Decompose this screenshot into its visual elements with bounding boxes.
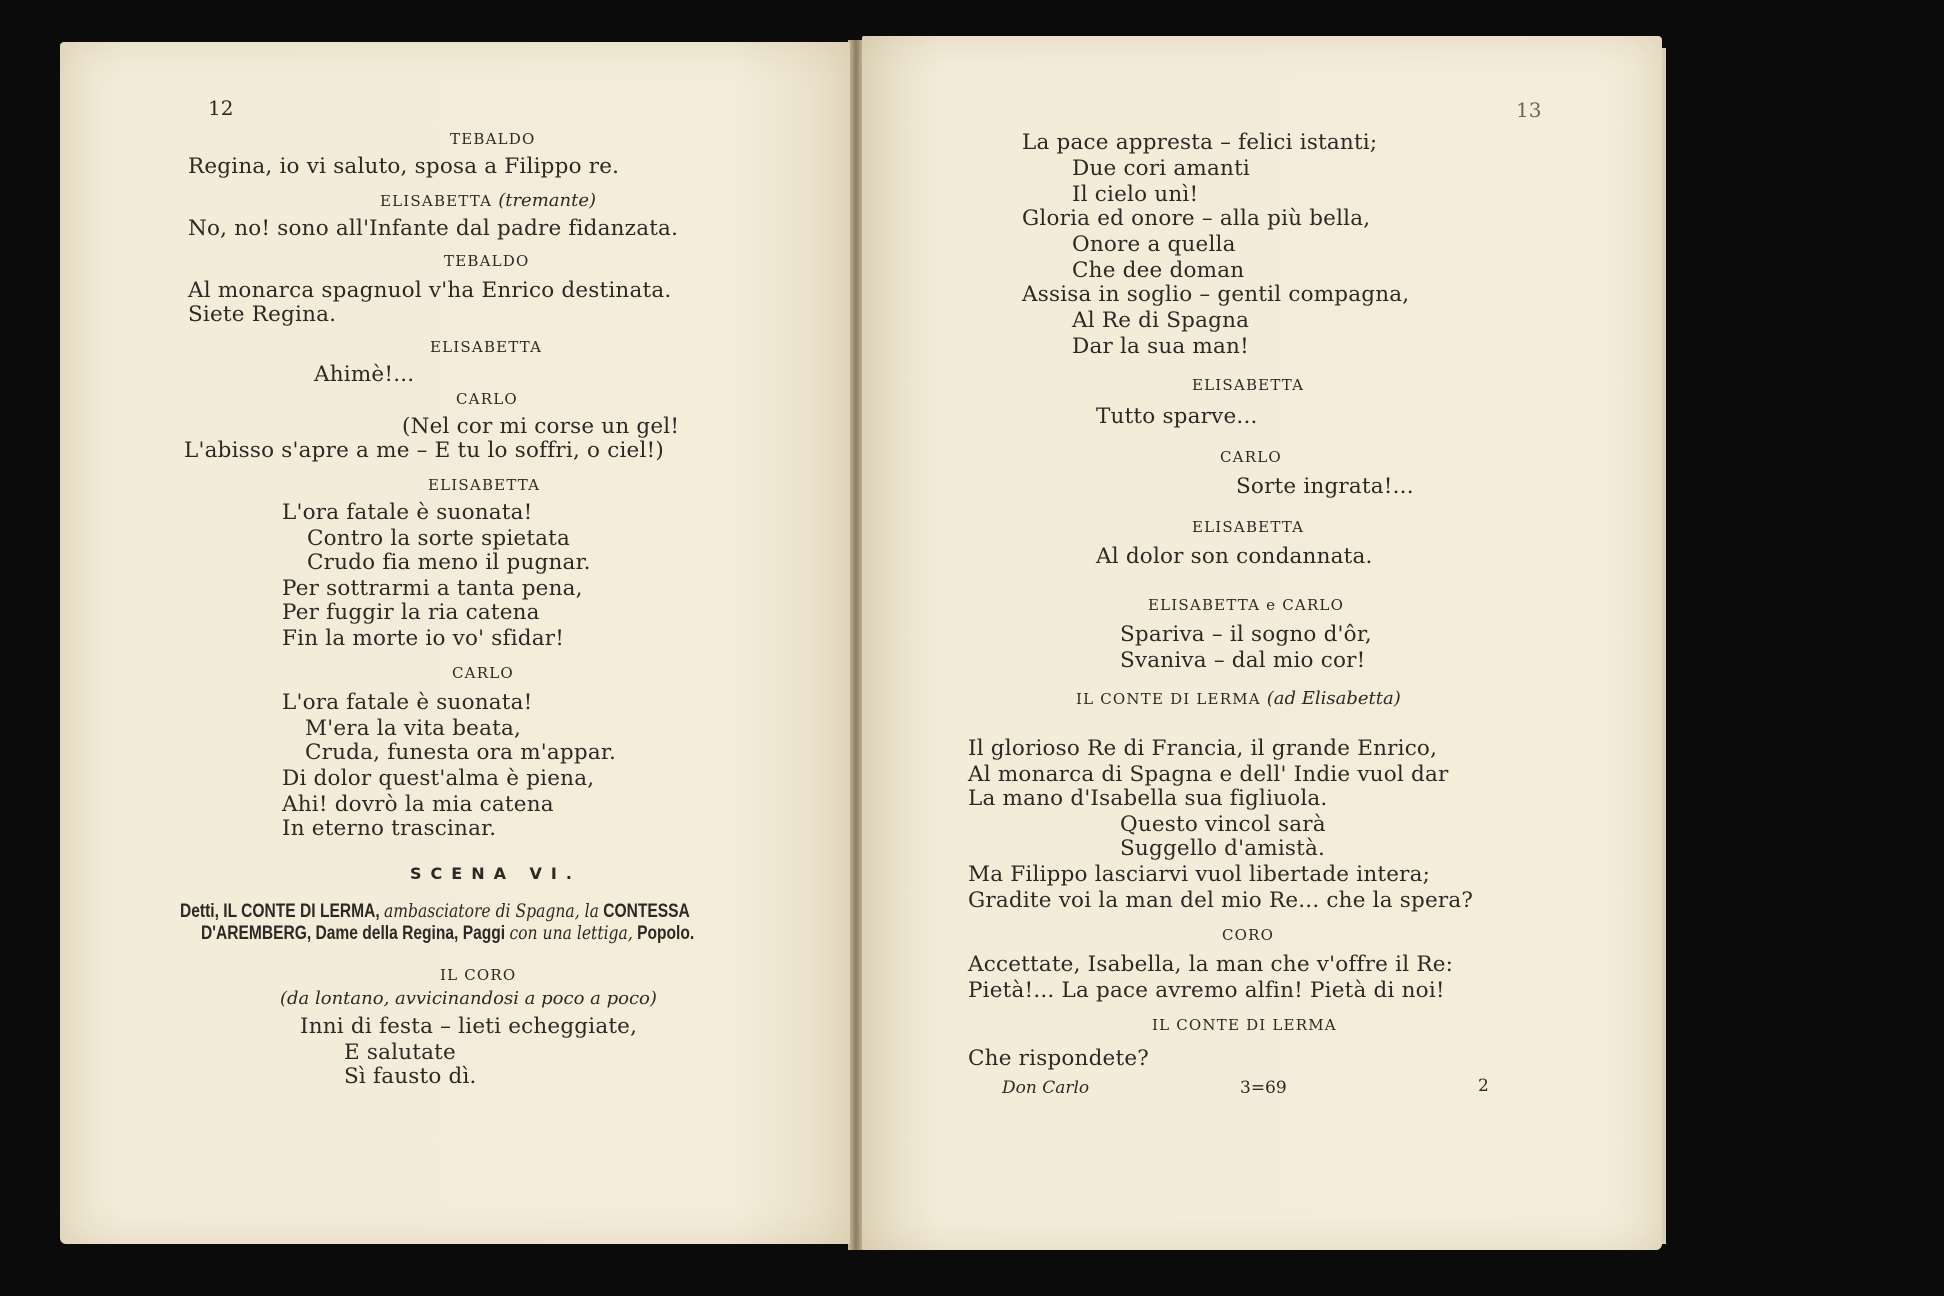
- verse-line: L'ora fatale è suonata!: [282, 500, 533, 525]
- verse-line: Siete Regina.: [188, 302, 337, 327]
- stage-direction: (tremante): [498, 190, 597, 211]
- footer-code: 3=69: [1240, 1078, 1287, 1098]
- speaker-elisabetta: ELISABETTA: [430, 338, 543, 356]
- stage-direction: (da lontano, avvicinandosi a poco a poco): [280, 988, 657, 1009]
- verse-line: Cruda, funesta ora m'appar.: [305, 740, 617, 765]
- verse-line: Accettate, Isabella, la man che v'offre il Re:: [968, 952, 1454, 977]
- speaker-carlo: CARLO: [452, 664, 514, 682]
- verse-line: Dar la sua man!: [1072, 334, 1249, 359]
- verse-line: Di dolor quest'alma è piena,: [282, 766, 595, 791]
- verse-line: Gradite voi la man del mio Re... che la spera?: [968, 888, 1474, 913]
- text-run: Detti, IL CONTE DI LERMA,: [180, 901, 384, 922]
- text-run: CONTESSA: [598, 901, 690, 922]
- verse-line: Per fuggir la ria catena: [282, 600, 540, 625]
- verse-line: Che dee doman: [1072, 258, 1245, 283]
- verse-line: Questo vincol sarà: [1120, 812, 1326, 837]
- verse-line: Due cori amanti: [1072, 156, 1251, 181]
- text-run-italic: ambasciatore di Spagna, la: [383, 900, 599, 922]
- verse-line: Sì fausto dì.: [344, 1064, 477, 1089]
- scene-heading: SCENA VI.: [410, 864, 581, 883]
- verse-line: Assisa in soglio – gentil compagna,: [1022, 282, 1410, 307]
- verse-line: Al dolor son condannata.: [1096, 544, 1373, 569]
- verse-line: Spariva – il sogno d'ôr,: [1120, 622, 1372, 647]
- speaker-elisabetta: ELISABETTA: [1192, 376, 1305, 394]
- verse-line: (Nel cor mi corse un gel!: [402, 414, 680, 439]
- stage-direction-line: [201, 922, 694, 945]
- speaker-conte-di-lerma: [1076, 688, 1401, 709]
- right-page: [862, 36, 1662, 1250]
- speaker-elisabetta: ELISABETTA: [428, 476, 541, 494]
- verse-line: Tutto sparve...: [1096, 404, 1258, 429]
- stage-direction: (ad Elisabetta): [1266, 688, 1401, 709]
- verse-line: Al Re di Spagna: [1072, 308, 1250, 333]
- verse-line: E salutate: [344, 1040, 456, 1065]
- verse-line: L'abisso s'apre a me – E tu lo soffri, o ciel!): [184, 438, 664, 463]
- verse-line: Regina, io vi saluto, sposa a Filippo re.: [188, 154, 620, 179]
- verse-line: Ahimè!...: [314, 362, 415, 387]
- speaker-name: IL CONTE DI LERMA: [1076, 690, 1261, 708]
- speaker-tebaldo: TEBALDO: [450, 130, 536, 148]
- speaker-carlo: CARLO: [456, 390, 518, 408]
- footer-title: Don Carlo: [1002, 1078, 1090, 1098]
- verse-line: Ma Filippo lasciarvi vuol libertade intera;: [968, 862, 1431, 887]
- verse-line: Che rispondete?: [968, 1046, 1149, 1071]
- verse-line: Crudo fia meno il pugnar.: [307, 550, 591, 575]
- speaker-conte-di-lerma: IL CONTE DI LERMA: [1152, 1016, 1337, 1034]
- text-run-italic: con una lettiga,: [509, 922, 633, 944]
- speaker-coro: CORO: [1222, 926, 1275, 944]
- speaker-tebaldo: TEBALDO: [444, 252, 530, 270]
- verse-line: No, no! sono all'Infante dal padre fidanzata.: [188, 216, 679, 241]
- page-number: 12: [208, 96, 234, 120]
- verse-line: In eterno trascinar.: [282, 816, 497, 841]
- verse-line: Suggello d'amistà.: [1120, 836, 1326, 861]
- text-run: D'AREMBERG, Dame della Regina, Paggi: [201, 923, 510, 944]
- verse-line: Pietà!... La pace avremo alfin! Pietà di noi!: [968, 978, 1445, 1003]
- verse-line: Al monarca spagnuol v'ha Enrico destinata.: [188, 278, 672, 303]
- page-number: 13: [1516, 98, 1542, 122]
- verse-line: Onore a quella: [1072, 232, 1236, 257]
- verse-line: Fin la morte io vo' sfidar!: [282, 626, 565, 651]
- verse-line: Al monarca di Spagna e dell' Indie vuol dar: [968, 762, 1449, 787]
- verse-line: L'ora fatale è suonata!: [282, 690, 533, 715]
- verse-line: Il cielo unì!: [1072, 182, 1199, 207]
- speaker-name: ELISABETTA: [380, 192, 493, 210]
- verse-line: Svaniva – dal mio cor!: [1120, 648, 1366, 673]
- speaker-elisabetta-e-carlo: ELISABETTA e CARLO: [1148, 596, 1345, 614]
- verse-line: Ahi! dovrò la mia catena: [282, 792, 554, 817]
- verse-line: Gloria ed onore – alla più bella,: [1022, 206, 1371, 231]
- footer-signature: 2: [1478, 1076, 1489, 1096]
- speaker-elisabetta: ELISABETTA: [1192, 518, 1305, 536]
- stage-direction-line: [180, 900, 690, 923]
- verse-line: Inni di festa – lieti echeggiate,: [300, 1014, 638, 1039]
- verse-line: M'era la vita beata,: [305, 716, 522, 741]
- left-page: [60, 42, 850, 1244]
- verse-line: Il glorioso Re di Francia, il grande Enrico,: [968, 736, 1438, 761]
- verse-line: Per sottrarmi a tanta pena,: [282, 576, 583, 601]
- verse-line: Contro la sorte spietata: [307, 526, 571, 551]
- verse-line: La mano d'Isabella sua figliuola.: [968, 786, 1328, 811]
- speaker-elisabetta: [380, 190, 596, 211]
- speaker-coro: IL CORO: [440, 966, 517, 984]
- verse-line: La pace appresta – felici istanti;: [1022, 130, 1378, 155]
- speaker-carlo: CARLO: [1220, 448, 1282, 466]
- text-run: Popolo.: [632, 923, 695, 944]
- verse-line: Sorte ingrata!...: [1236, 474, 1414, 499]
